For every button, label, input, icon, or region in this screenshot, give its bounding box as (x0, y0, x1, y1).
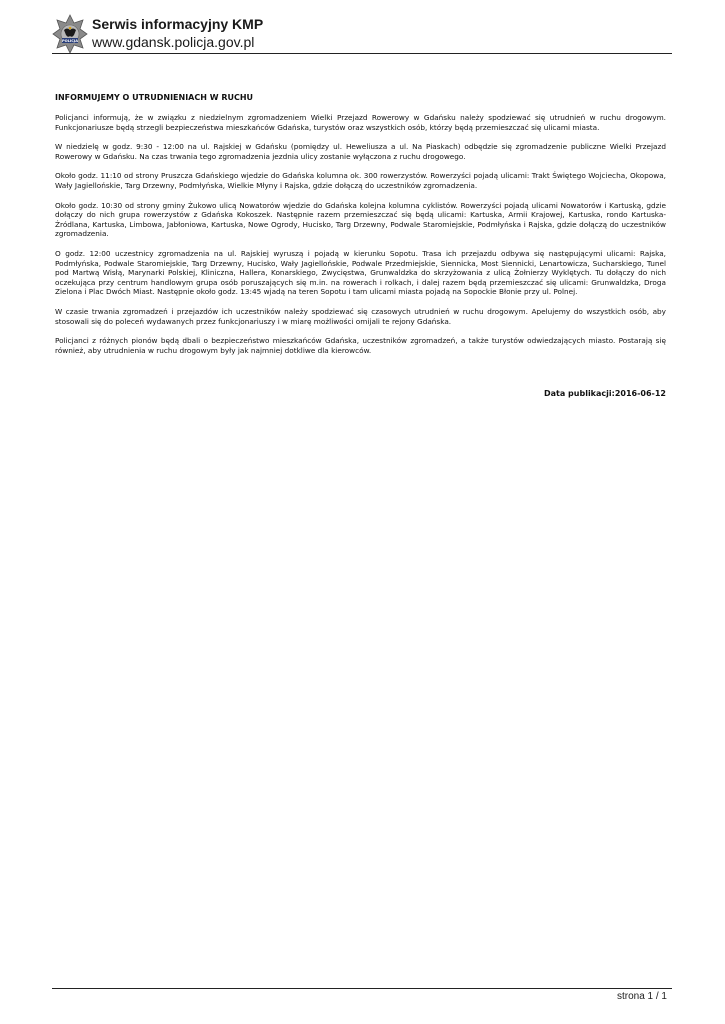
article-paragraph: Policjanci z różnych pionów będą dbali o bezpieczeństwo mieszkańców Gdańska, uczestników zgromadzeń, a także turystów odwiedzających miasto. Postarają się również, aby utrudnienia w ruchu drogowym były jak najmniej dotkliwe dla kierowców. (55, 336, 666, 355)
site-url[interactable]: www.gdansk.policja.gov.pl (92, 34, 255, 50)
article-paragraph: W czasie trwania zgromadzeń i przejazdów ich uczestników należy spodziewać się czasowych utrudnień w ruchu drogowym. Apelujemy do wszystkich osób, aby stosowali się do poleceń wydawanych przez funkcjonariuszy i w miarę możliwości omijali te rejony Gdańska. (55, 306, 666, 326)
article-paragraph: Około godz. 10:30 od strony gminy Żukowo ulicą Nowatorów wjedzie do Gdańska kolejna kolumna cyklistów. Rowerzyści pojadą ulicami Nowatorów i Kartuską, gdzie dołączy do nich grupa rowerzystów z Gdańska Kokoszek. Następnie razem przemieszczać się będą ulicami: Kartuska, Armii Krajowej, Kartuska, rondo Kartuska-Źródlana, Kartuska, Limbowa, Jabłoniowa, Kartuska, Nowe Ogrody, Hucisko, Targ Drzewny, Podwale Staromiejskie, Podmłyńska i Rajska, gdzie dołączą do uczestników zgromadzenia. (55, 200, 666, 239)
footer-divider (52, 988, 672, 989)
article-body (55, 93, 666, 365)
article-paragraph: Policjanci informują, że w związku z niedzielnym zgromadzeniem Wielki Przejazd Rowerowy w Gdańsku należy spodziewać się utrudnień w ruchu drogowym. Funkcjonariusze będą strzegli bezpieczeństwa mieszkańców Gdańska, turystów oraz wszystkich osób, którzy będą przemieszczać się ulicami miasta. (55, 113, 666, 132)
page-number: strona 1 / 1 (616, 991, 667, 1002)
header-divider (52, 53, 672, 54)
article-paragraph: O godz. 12:00 uczestnicy zgromadzenia na ul. Rajskiej wyruszą i pojadą w kierunku Sopotu. Trasa ich przejazdu odbywa się następującymi ulicami: Rajska, Podmłyńska, Podwale Staromiejskie, Targ Drzewny, Hucisko, Wały Jagiellońskie, Podwale Przedmiejskie, Siennicka, Most Siennicki, Lenartowicza, Sucharskiego, Tunel pod Martwą Wisłą, Marynarki Polskiej, Kliniczna, Hallera, Konarskiego, Zwycięstwa, Grunwaldzka do skrzyżowania z ulicą Żołnierzy Wyklętych. Tu dołączy do nich oczekująca przy centrum handlowym grupa osób poruszających się m.in. na rowerach i rolkach, i dalej razem będą przemieszczać się ulicami: Grunwaldzka, Droga Zielona i Plac Dwóch Miast. Następnie około godz. 13:45 wjadą na teren Sopotu i tam ulicami miasta pojadą na Sopockie Błonie przy ul. Polnej. (55, 248, 666, 297)
police-star-badge-icon (52, 14, 88, 54)
site-title: Serwis informacyjny KMP (92, 16, 264, 32)
page-header (52, 14, 672, 54)
article-paragraph: W niedzielę w godz. 9:30 - 12:00 na ul. Rajskiej w Gdańsku (pomiędzy ul. Heweliusza a ul. Na Piaskach) odbędzie się zgromadzenie publiczne Wielki Przejazd Rowerowy w Gdańsku. Na czas trwania tego zgromadzenia jezdnia ulicy zostanie wyłączona z ruchu drogowego. (55, 142, 666, 161)
article-title: INFORMUJEMY O UTRUDNIENIACH W RUCHU (55, 93, 254, 102)
svg-text:POLICJA: POLICJA (61, 39, 79, 43)
article-paragraph: Około godz. 11:10 od strony Pruszcza Gdańskiego wjedzie do Gdańska kolumna ok. 300 rowerzystów. Rowerzyści pojadą ulicami: Trakt Świętego Wojciecha, Okopowa, Wały Jagiellońskie, Targ Drzewny, Podmłyńska, Wielkie Młyny i Rajska, gdzie dołączą do uczestników zgromadzenia. (55, 171, 666, 190)
publication-date: Data publikacji:2016-06-12 (544, 389, 666, 398)
